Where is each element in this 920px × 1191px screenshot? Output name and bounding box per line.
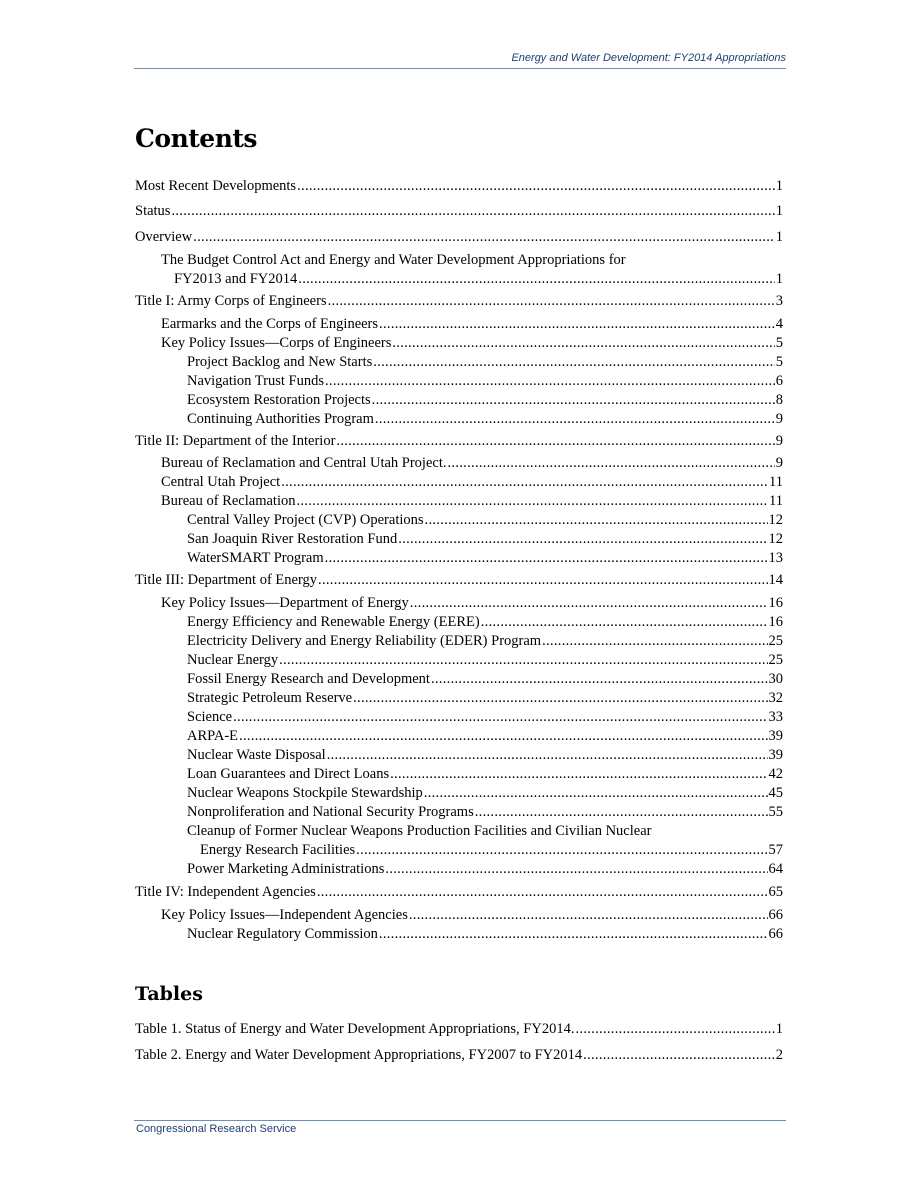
toc-entry-page: 65 [768,884,783,900]
toc-entry[interactable] [135,492,783,511]
toc-entry-text: The Budget Control Act and Energy and Water Development Appropriations for [161,252,626,268]
toc-entry[interactable] [135,432,783,451]
toc-entry-page: 55 [768,804,783,820]
toc-entry[interactable] [135,906,783,925]
toc-entry-page: 39 [768,747,783,763]
toc-entry[interactable] [135,925,783,944]
toc-entry[interactable] [135,803,783,822]
toc-entry-text: Nuclear Regulatory Commission [187,926,378,942]
toc-entry-text: Power Marketing Administrations [187,861,385,877]
toc-entry-text: Title IV: Independent Agencies [135,884,316,900]
table-entry[interactable] [135,1046,783,1065]
toc-entry-text-continued: FY2013 and FY2014 [174,271,298,287]
toc-entry[interactable] [135,765,783,784]
toc-entry[interactable] [135,410,783,429]
toc-entry-text: Central Valley Project (CVP) Operations [187,512,424,528]
toc-entry-text: Key Policy Issues—Department of Energy [161,595,409,611]
toc-entry[interactable] [135,708,783,727]
toc-entry-text: Electricity Delivery and Energy Reliability (EDER) Program [187,633,542,649]
table-entry-page: 2 [775,1047,783,1063]
toc-entry[interactable] [135,391,783,410]
toc-entry-page: 9 [775,411,783,427]
toc-entry[interactable] [135,177,783,196]
toc-entry-page: 25 [768,652,783,668]
toc-entry-page: 9 [775,433,783,449]
toc-entry-text: Nuclear Waste Disposal [187,747,326,763]
toc-entry[interactable] [135,822,783,860]
toc-entry-text: Earmarks and the Corps of Engineers [161,316,379,332]
toc-entry[interactable] [135,292,783,311]
tables-heading: Tables [135,983,203,1005]
toc-entry-text: Navigation Trust Funds [187,373,324,389]
toc-entry-text: Bureau of Reclamation [161,493,296,509]
toc-entry-page: 8 [775,392,783,408]
toc-entry[interactable] [135,571,783,590]
footer-publisher: Congressional Research Service [136,1123,297,1135]
running-header: Energy and Water Development: FY2014 Appropriations [511,52,786,64]
toc-entry-text: Strategic Petroleum Reserve [187,690,353,706]
toc-entry-text: Ecosystem Restoration Projects [187,392,371,408]
toc-entry-text: Nuclear Energy [187,652,279,668]
toc-entry-page: 64 [768,861,783,877]
toc-entry-text: Cleanup of Former Nuclear Weapons Production Facilities and Civilian Nuclear [187,823,652,839]
toc-entry[interactable] [135,334,783,353]
toc-entry[interactable] [135,353,783,372]
toc-entry-text: WaterSMART Program [187,550,324,566]
toc-entry[interactable] [135,689,783,708]
toc-entry-page: 5 [775,354,783,370]
toc-entry[interactable] [135,594,783,613]
toc-entry-page: 42 [768,766,783,782]
toc-entry-text: ARPA-E [187,728,239,744]
toc-entry[interactable] [135,202,783,221]
toc-entry-page: 11 [769,474,783,490]
toc-entry-text: Overview [135,229,193,245]
toc-entry[interactable] [135,784,783,803]
toc-entry[interactable] [135,228,783,247]
toc-entry[interactable] [135,746,783,765]
toc-entry-page: 25 [768,633,783,649]
toc-entry[interactable] [135,727,783,746]
toc-entry-page: 11 [769,493,783,509]
toc-entry-page: 6 [775,373,783,389]
toc-entry-page: 3 [775,293,783,309]
toc-entry-page: 1 [775,178,783,194]
toc-entry[interactable] [135,315,783,334]
toc-entry-page: 45 [768,785,783,801]
table-entry-text: Table 1. Status of Energy and Water Development Appropriations, FY2014. [135,1021,575,1037]
toc-entry[interactable] [135,651,783,670]
toc-entry[interactable] [135,860,783,879]
toc-entry-text: Bureau of Reclamation and Central Utah Project. [161,455,447,471]
toc-entry[interactable] [135,670,783,689]
toc-entry-page: 16 [768,614,783,630]
toc-entry-page: 32 [768,690,783,706]
toc-entry-text: Nuclear Weapons Stockpile Stewardship [187,785,423,801]
toc-entry-text: Central Utah Project [161,474,281,490]
toc-entry-page: 1 [775,203,783,219]
toc-entry-page: 30 [768,671,783,687]
toc-entry-page: 14 [768,572,783,588]
toc-entry[interactable] [135,613,783,632]
toc-entry-page: 1 [775,229,783,245]
toc-entry[interactable] [135,473,783,492]
toc-entry-page: 66 [768,907,783,923]
toc-entry-text: Loan Guarantees and Direct Loans [187,766,390,782]
table-entry-text: Table 2. Energy and Water Development Appropriations, FY2007 to FY2014 [135,1047,583,1063]
toc-entry-page: 16 [768,595,783,611]
toc-entry[interactable] [135,251,783,289]
toc-entry-text: San Joaquin River Restoration Fund [187,531,398,547]
toc-entry[interactable] [135,530,783,549]
toc-entry-page: 33 [768,709,783,725]
toc-entry-text: Energy Efficiency and Renewable Energy (EERE) [187,614,480,630]
toc-entry-text: Key Policy Issues—Corps of Engineers [161,335,392,351]
toc-entry-page: 39 [768,728,783,744]
toc-entry-text: Title II: Department of the Interior [135,433,336,449]
toc-entry[interactable] [135,549,783,568]
toc-entry-page: 13 [768,550,783,566]
toc-entry-page: 66 [768,926,783,942]
toc-entry-page: 5 [775,335,783,351]
toc-entry[interactable] [135,454,783,473]
header-rule [134,68,786,69]
toc-entry-text: Most Recent Developments [135,178,297,194]
toc-entry-text: Status [135,203,171,219]
table-entry[interactable] [135,1020,783,1039]
toc-entry-text-continued: Energy Research Facilities [200,842,356,858]
toc-entry-text: Project Backlog and New Starts [187,354,373,370]
toc-entry-page: 4 [775,316,783,332]
table-entry-page: 1 [775,1021,783,1037]
toc-entry[interactable] [135,883,783,902]
toc-entry[interactable] [135,511,783,530]
toc-entry-text: Continuing Authorities Program [187,411,374,427]
toc-entry-page: 12 [768,512,783,528]
toc-entry-page: 57 [768,842,783,858]
toc-entry-page: 9 [775,455,783,471]
toc-entry[interactable] [135,632,783,651]
toc-entry-text: Key Policy Issues—Independent Agencies [161,907,408,923]
toc-entry-page: 1 [775,271,783,287]
toc-entry-text: Fossil Energy Research and Development [187,671,430,687]
toc-entry-text: Title I: Army Corps of Engineers [135,293,327,309]
toc-entry-page: 12 [768,531,783,547]
toc-entry-text: Title III: Department of Energy [135,572,318,588]
toc-entry-text: Science [187,709,233,725]
toc-entry-text: Nonproliferation and National Security Programs [187,804,474,820]
footer-rule [134,1120,786,1121]
toc-entry[interactable] [135,372,783,391]
contents-heading: Contents [135,124,258,153]
